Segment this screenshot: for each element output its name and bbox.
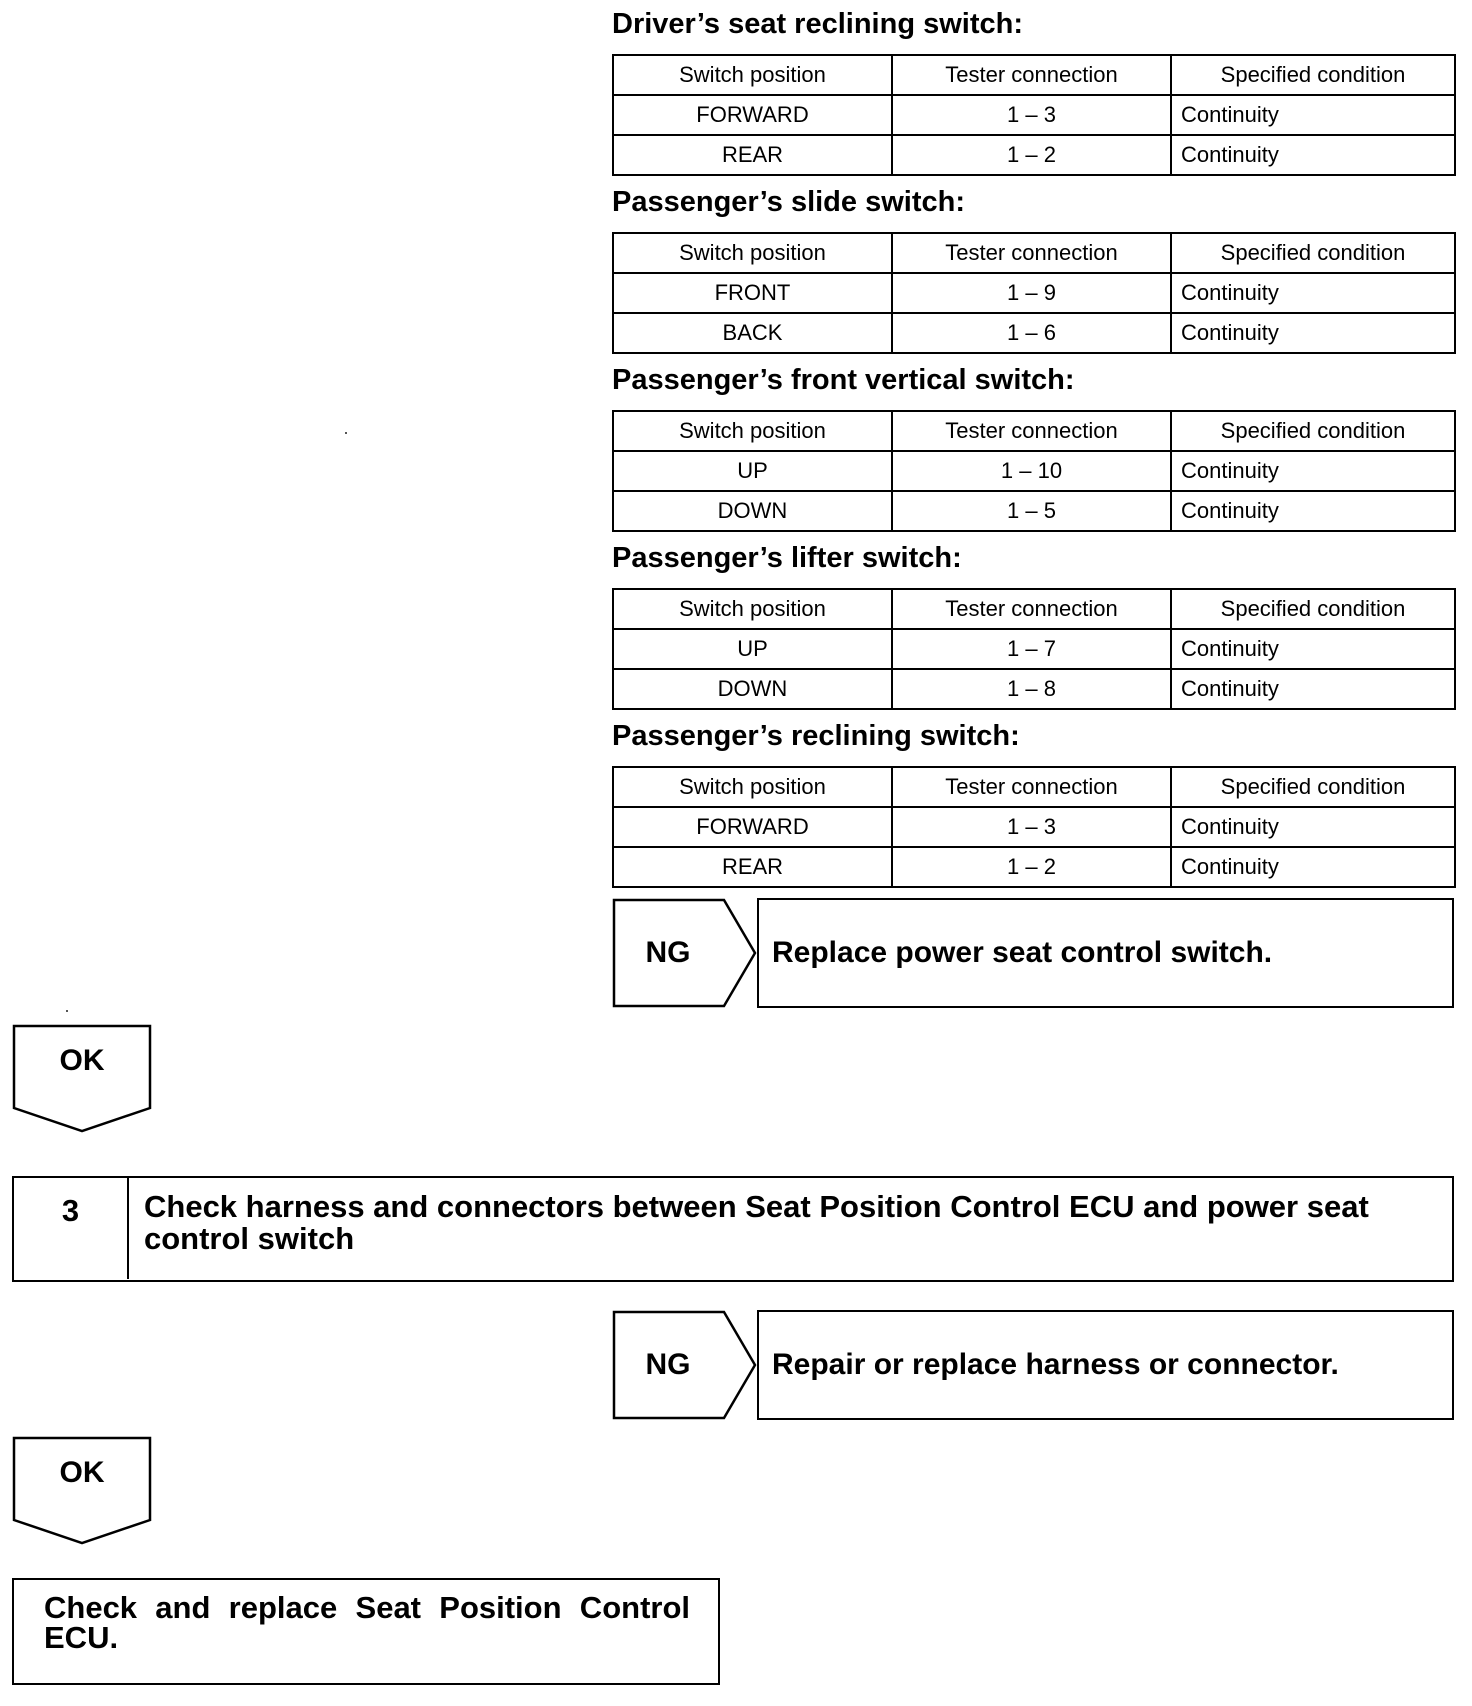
header-specified-condition: Specified condition [1171, 55, 1455, 95]
cell-tester-connection: 1 – 9 [892, 273, 1171, 313]
header-tester-connection: Tester connection [892, 589, 1171, 629]
step-title: Check harness and connectors between Seat Position Control ECU and power seat control switch [144, 1189, 1369, 1256]
ok-arrow-2 [12, 1436, 152, 1546]
cell-tester-connection: 1 – 3 [892, 95, 1171, 135]
cell-switch-position: UP [613, 629, 892, 669]
ng-label: NG [645, 1348, 691, 1381]
header-tester-connection: Tester connection [892, 411, 1171, 451]
spec-table [612, 232, 1456, 354]
header-tester-connection: Tester connection [892, 767, 1171, 807]
table-header-row [613, 411, 1455, 451]
table-row [613, 669, 1455, 709]
cell-switch-position: FORWARD [613, 807, 892, 847]
header-specified-condition: Specified condition [1171, 233, 1455, 273]
ok-label: OK [59, 1044, 105, 1077]
header-switch-position: Switch position [613, 411, 892, 451]
section-heading: Driver’s seat reclining switch: [612, 8, 1023, 40]
ng-result-box-1 [612, 898, 1454, 1008]
header-specified-condition: Specified condition [1171, 589, 1455, 629]
ng-result-box-2 [612, 1310, 1454, 1420]
header-switch-position: Switch position [613, 233, 892, 273]
table-section-passengers-reclining [612, 718, 1454, 888]
cell-switch-position: DOWN [613, 491, 892, 531]
ng-action-text: Repair or replace harness or connector. [757, 1310, 1454, 1420]
cell-specified-condition: Continuity [1171, 629, 1455, 669]
step-3-box [12, 1176, 1454, 1282]
table-section-passengers-slide [612, 184, 1454, 354]
section-heading: Passenger’s front vertical switch: [612, 364, 1075, 396]
table-header-row [613, 589, 1455, 629]
spec-table [612, 588, 1456, 710]
cell-specified-condition: Continuity [1171, 313, 1455, 353]
cell-tester-connection: 1 – 10 [892, 451, 1171, 491]
table-row [613, 807, 1455, 847]
table-row [613, 629, 1455, 669]
cell-switch-position: REAR [613, 135, 892, 175]
cell-tester-connection: 1 – 3 [892, 807, 1171, 847]
table-section-passengers-front-vertical [612, 362, 1454, 532]
header-tester-connection: Tester connection [892, 233, 1171, 273]
cell-specified-condition: Continuity [1171, 847, 1455, 887]
table-row [613, 491, 1455, 531]
cell-specified-condition: Continuity [1171, 273, 1455, 313]
table-header-row [613, 767, 1455, 807]
cell-tester-connection: 1 – 2 [892, 135, 1171, 175]
cell-tester-connection: 1 – 8 [892, 669, 1171, 709]
table-row [613, 273, 1455, 313]
ok-arrow-icon [12, 1436, 152, 1546]
table-row [613, 313, 1455, 353]
cell-specified-condition: Continuity [1171, 451, 1455, 491]
table-row [613, 847, 1455, 887]
cell-specified-condition: Continuity [1171, 669, 1455, 709]
cell-tester-connection: 1 – 7 [892, 629, 1171, 669]
header-specified-condition: Specified condition [1171, 767, 1455, 807]
ok-arrow-1 [12, 1024, 152, 1134]
cell-switch-position: REAR [613, 847, 892, 887]
table-header-row [613, 55, 1455, 95]
ok-label: OK [59, 1456, 105, 1489]
header-switch-position: Switch position [613, 589, 892, 629]
table-row [613, 451, 1455, 491]
ok-arrow-icon [12, 1024, 152, 1134]
spec-table [612, 410, 1456, 532]
cell-tester-connection: 1 – 5 [892, 491, 1171, 531]
section-heading: Passenger’s lifter switch: [612, 542, 962, 574]
ng-action-text: Replace power seat control switch. [757, 898, 1454, 1008]
table-section-passengers-lifter [612, 540, 1454, 710]
table-row [613, 135, 1455, 175]
cell-specified-condition: Continuity [1171, 807, 1455, 847]
cell-switch-position: UP [613, 451, 892, 491]
cell-specified-condition: Continuity [1171, 491, 1455, 531]
section-heading: Passenger’s reclining switch: [612, 720, 1020, 752]
cell-switch-position: FORWARD [613, 95, 892, 135]
spec-table [612, 766, 1456, 888]
header-tester-connection: Tester connection [892, 55, 1171, 95]
scan-speck [66, 1010, 68, 1012]
step-number: 3 [14, 1178, 129, 1279]
section-heading: Passenger’s slide switch: [612, 186, 965, 218]
header-switch-position: Switch position [613, 55, 892, 95]
cell-switch-position: DOWN [613, 669, 892, 709]
cell-tester-connection: 1 – 2 [892, 847, 1171, 887]
cell-switch-position: BACK [613, 313, 892, 353]
ng-label: NG [645, 936, 691, 969]
table-section-drivers-reclining [612, 6, 1454, 176]
cell-switch-position: FRONT [613, 273, 892, 313]
final-action-box: Check and replace Seat Position Control ECU. [12, 1578, 720, 1685]
cell-specified-condition: Continuity [1171, 95, 1455, 135]
header-specified-condition: Specified condition [1171, 411, 1455, 451]
spec-table [612, 54, 1456, 176]
table-header-row [613, 233, 1455, 273]
header-switch-position: Switch position [613, 767, 892, 807]
table-row [613, 95, 1455, 135]
cell-specified-condition: Continuity [1171, 135, 1455, 175]
cell-tester-connection: 1 – 6 [892, 313, 1171, 353]
scan-speck [345, 432, 347, 434]
